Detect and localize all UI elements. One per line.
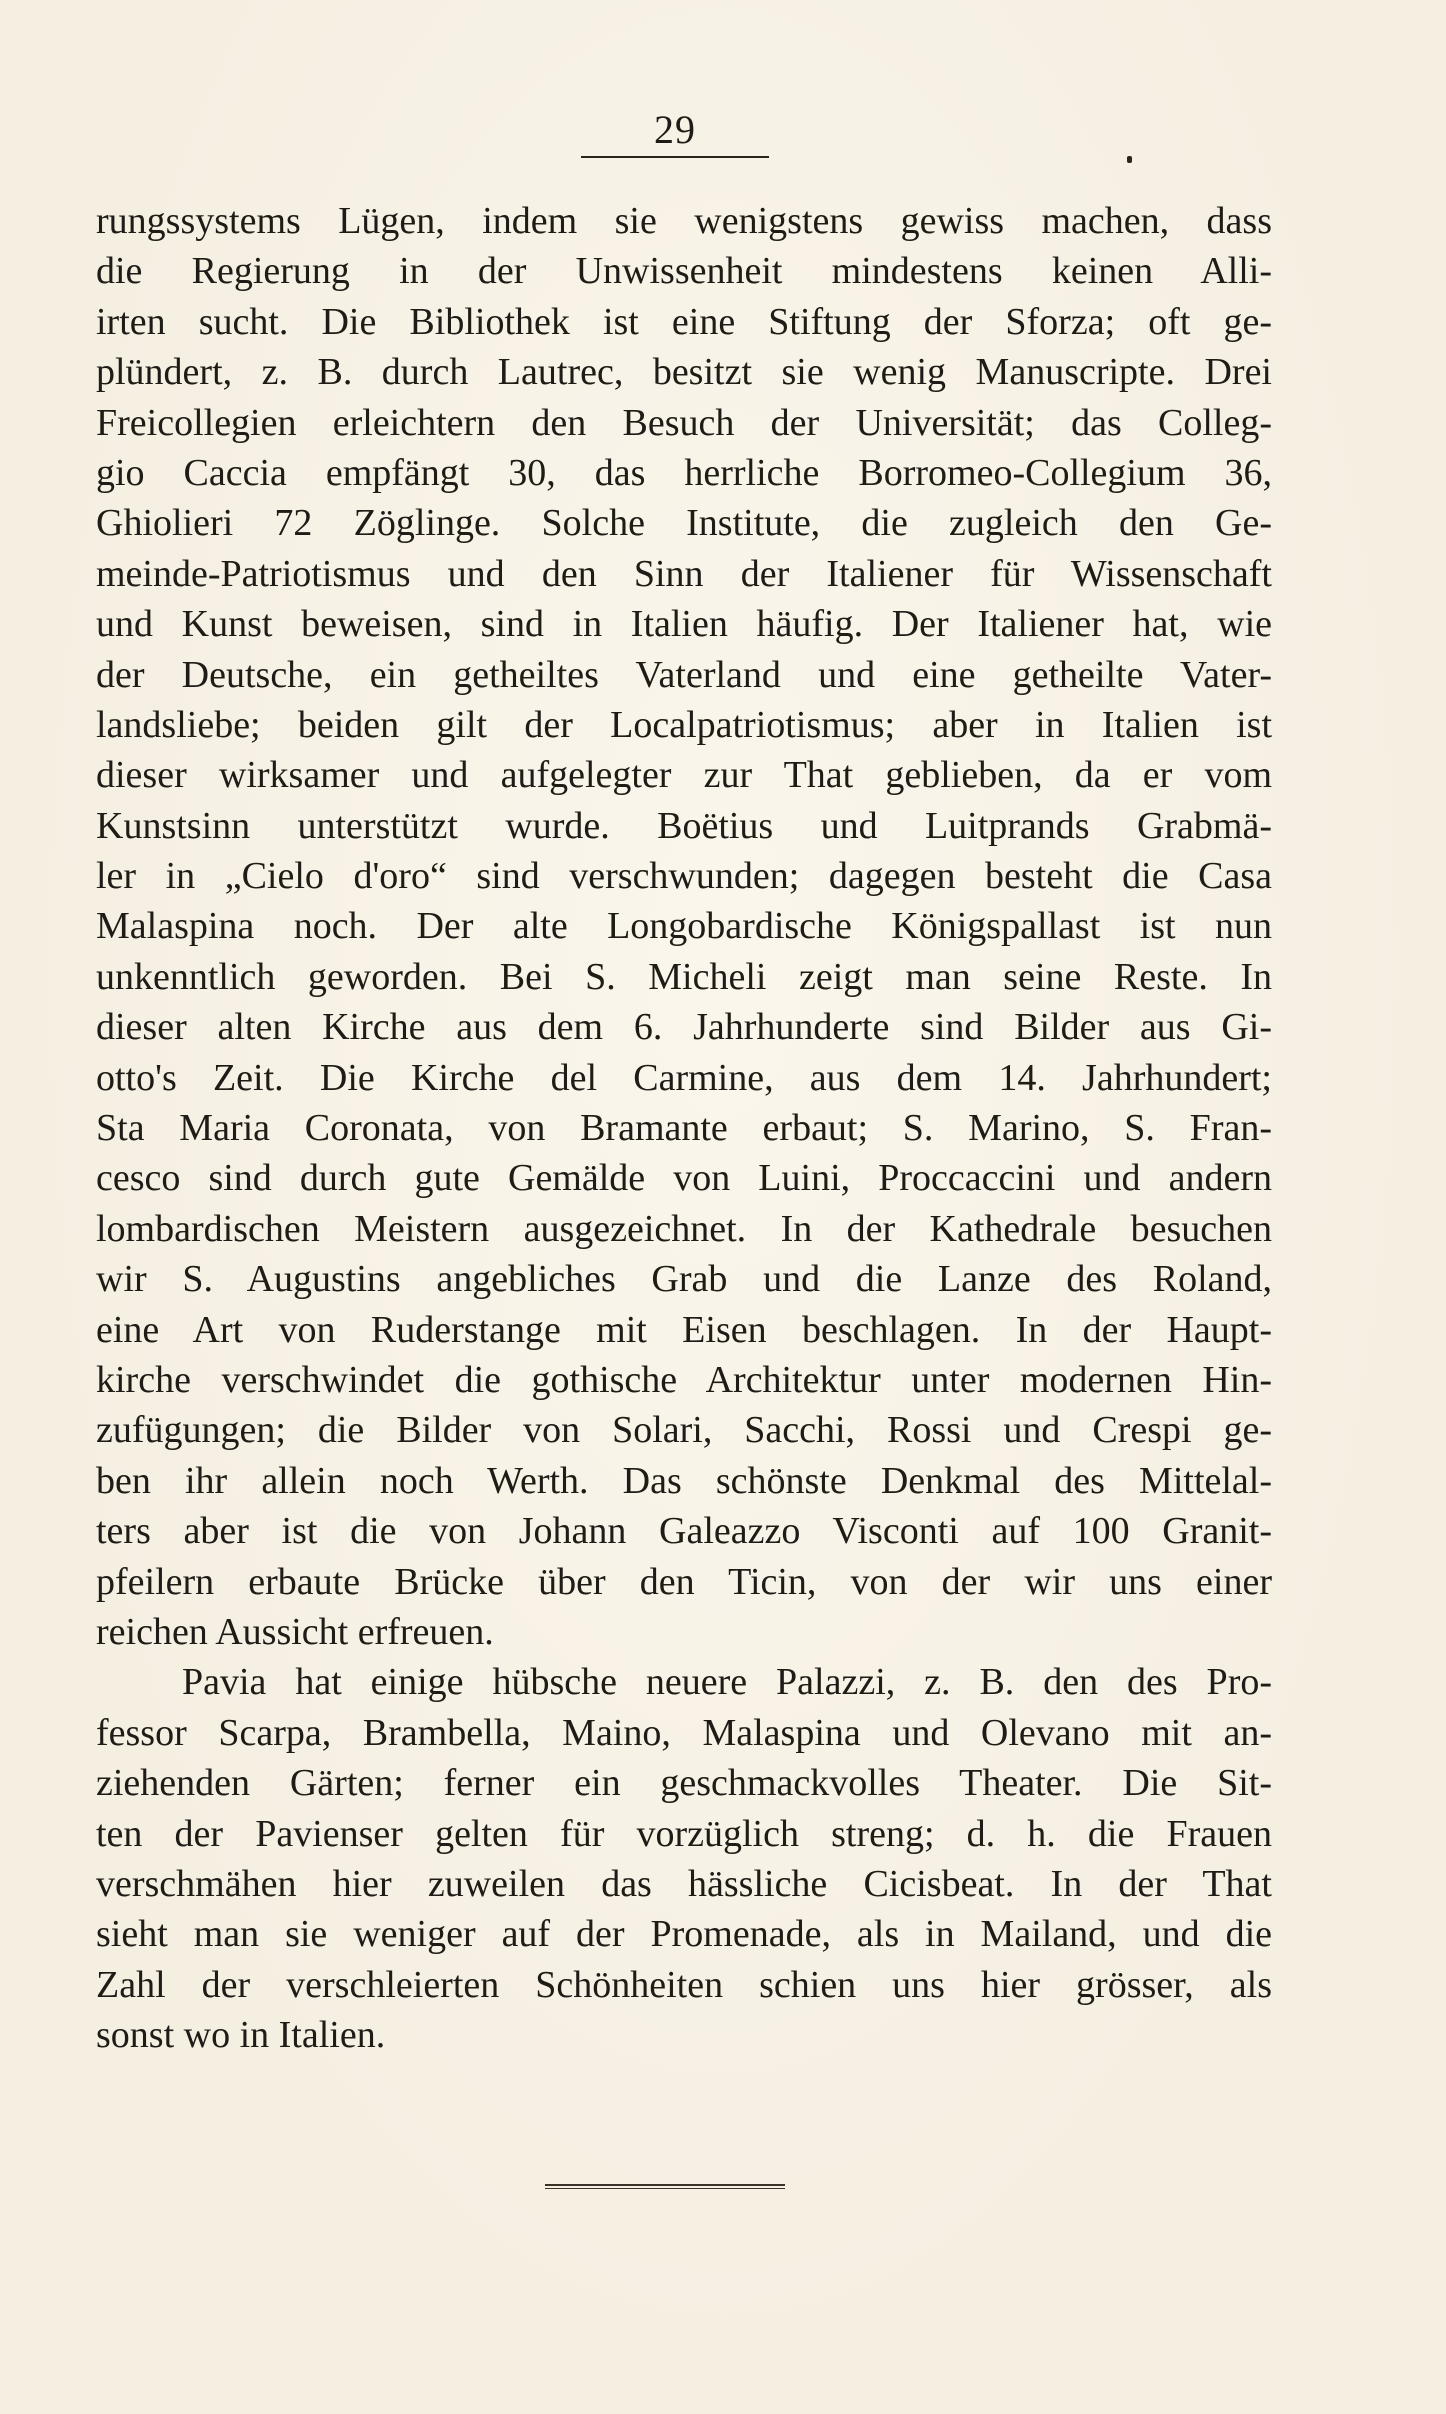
text-line: Malaspina noch. Der alte Longobardische Königspallast ist nun — [96, 905, 1272, 948]
text-line: lombardischen Meistern ausgezeichnet. In der Kathedrale besuchen — [96, 1207, 1272, 1250]
text-line: gio Caccia empfängt 30, das herrliche Borromeo-Collegium 36, — [96, 451, 1272, 494]
text-line: fessor Scarpa, Brambella, Maino, Malaspina und Olevano mit an- — [96, 1711, 1272, 1754]
text-line: irten sucht. Die Bibliothek ist eine Stiftung der Sforza; oft ge- — [96, 300, 1272, 343]
text-line: eine Art von Ruderstange mit Eisen beschlagen. In der Haupt- — [96, 1308, 1272, 1351]
text-line: plündert, z. B. durch Lautrec, besitzt sie wenig Manuscripte. Drei — [96, 351, 1272, 394]
paragraph-2 — [96, 1657, 1272, 2060]
text-line: Kunstsinn unterstützt wurde. Boëtius und Luitprands Grabmä- — [96, 804, 1272, 847]
page-header — [560, 108, 790, 158]
text-line: otto's Zeit. Die Kirche del Carmine, aus dem 14. Jahrhundert; — [96, 1056, 1272, 1099]
text-line: ler in „Cielo d'oro“ sind verschwunden; dagegen besteht die Casa — [96, 855, 1272, 898]
text-line: unkenntlich geworden. Bei S. Micheli zeigt man seine Reste. In — [96, 955, 1272, 998]
text-line: ziehenden Gärten; ferner ein geschmackvolles Theater. Die Sit- — [96, 1762, 1272, 1805]
body-text — [96, 196, 1272, 2060]
text-line: ten der Pavienser gelten für vorzüglich streng; d. h. die Frauen — [96, 1812, 1272, 1855]
text-line: sieht man sie weniger auf der Promenade, als in Mailand, und die — [96, 1913, 1272, 1956]
text-line: sonst wo in Italien. — [96, 2014, 386, 2057]
text-line: ters aber ist die von Johann Galeazzo Visconti auf 100 Granit- — [96, 1510, 1272, 1553]
text-line: landsliebe; beiden gilt der Localpatriotismus; aber in Italien ist — [96, 703, 1272, 746]
text-line: meinde-Patriotismus und den Sinn der Italiener für Wissenschaft — [96, 552, 1272, 595]
text-line: die Regierung in der Unwissenheit mindestens keinen Alli- — [96, 250, 1272, 293]
text-line: reichen Aussicht erfreuen. — [96, 1610, 494, 1653]
text-line: verschmähen hier zuweilen das hässliche Cicisbeat. In der That — [96, 1862, 1272, 1905]
footer-rule — [545, 2184, 785, 2189]
text-line: dieser wirksamer und aufgelegter zur That geblieben, da er vom — [96, 754, 1272, 797]
header-rule — [581, 156, 769, 158]
text-line: Freicollegien erleichtern den Besuch der Universität; das Colleg- — [96, 401, 1272, 444]
print-speck — [1127, 156, 1132, 163]
text-line: kirche verschwindet die gothische Architektur unter modernen Hin- — [96, 1358, 1272, 1401]
text-line: pfeilern erbaute Brücke über den Ticin, von der wir uns einer — [96, 1560, 1272, 1603]
text-line: der Deutsche, ein getheiltes Vaterland und eine getheilte Vater- — [96, 653, 1272, 696]
text-line: cesco sind durch gute Gemälde von Luini, Proccaccini und andern — [96, 1157, 1272, 1200]
text-line: und Kunst beweisen, sind in Italien häufig. Der Italiener hat, wie — [96, 603, 1272, 646]
page-number: 29 — [654, 107, 696, 152]
text-line: Ghiolieri 72 Zöglinge. Solche Institute, die zugleich den Ge- — [96, 502, 1272, 545]
text-line: ben ihr allein noch Werth. Das schönste Denkmal des Mittelal- — [96, 1459, 1272, 1502]
text-line: rungssystems Lügen, indem sie wenigstens gewiss machen, dass — [96, 200, 1272, 242]
paragraph-1 — [96, 196, 1272, 1657]
text-line: Zahl der verschleierten Schönheiten schien uns hier grösser, als — [96, 1963, 1272, 2006]
text-line: dieser alten Kirche aus dem 6. Jahrhunderte sind Bilder aus Gi- — [96, 1006, 1272, 1049]
text-line: wir S. Augustins angebliches Grab und die Lanze des Roland, — [96, 1258, 1272, 1301]
text-line: Pavia hat einige hübsche neuere Palazzi, z. B. den des Pro- — [182, 1661, 1272, 1704]
text-line: zufügungen; die Bilder von Solari, Sacchi, Rossi und Crespi ge- — [96, 1409, 1272, 1452]
text-line: Sta Maria Coronata, von Bramante erbaut; S. Marino, S. Fran- — [96, 1107, 1272, 1150]
